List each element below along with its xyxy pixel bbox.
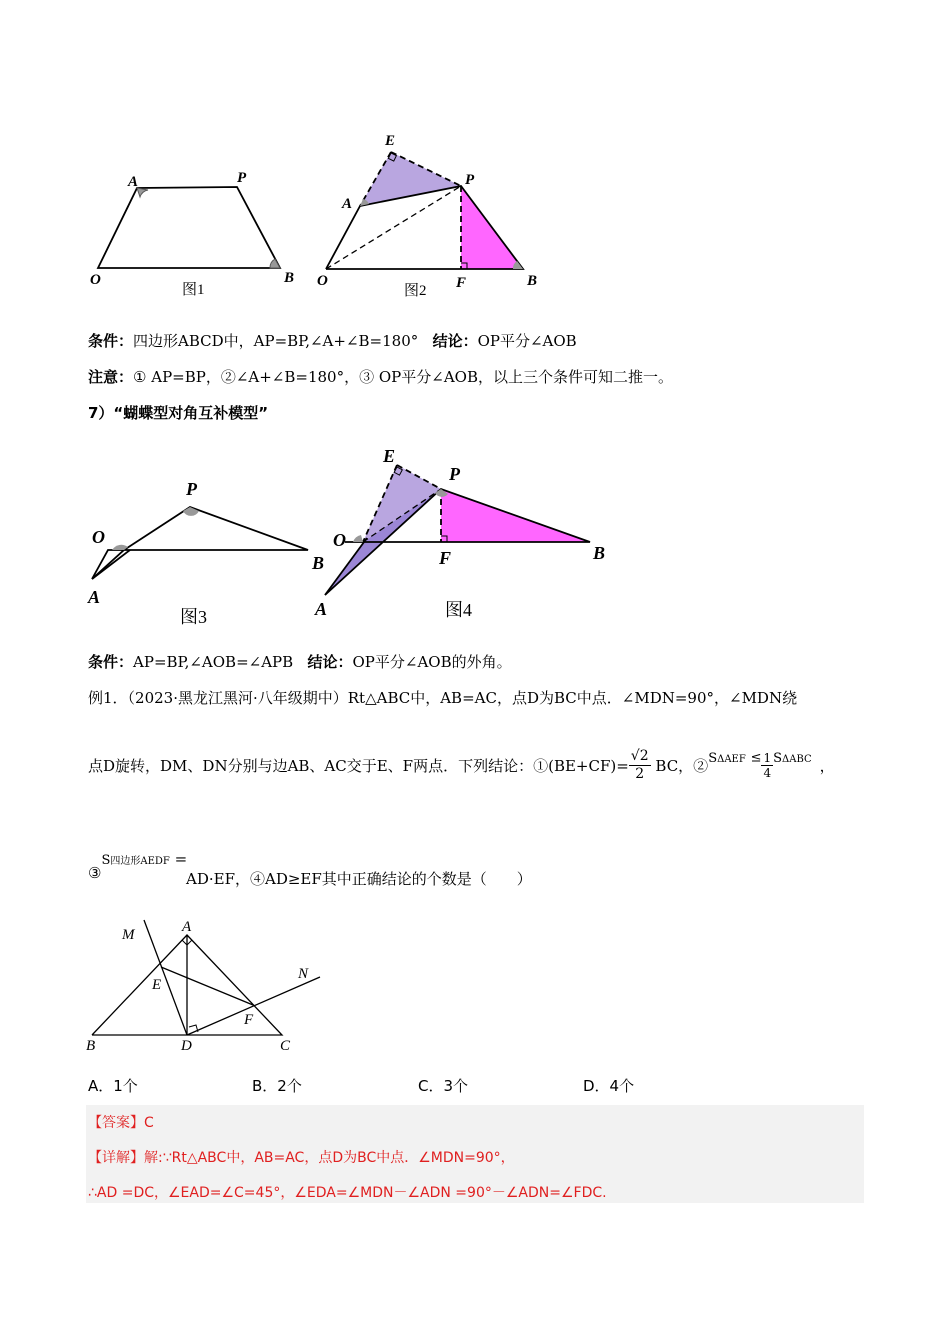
figure-caption: 图1 <box>182 282 205 298</box>
segment-ao <box>325 538 367 595</box>
area-symbol: S <box>101 853 111 868</box>
area-subscript: 四边形AEDF <box>110 856 170 867</box>
label-o: O <box>333 530 346 550</box>
note-line <box>88 366 673 387</box>
area-abc <box>773 751 812 766</box>
figure-caption: 图3 <box>180 607 207 627</box>
example-text-circle3: ③ <box>88 864 102 882</box>
conclusion-label: 结论： <box>307 653 353 671</box>
fraction-denominator: 2 <box>635 766 645 782</box>
condition-label: 条件： <box>88 332 134 350</box>
label-n: N <box>298 966 309 982</box>
label-a: A <box>342 196 353 212</box>
area-aef <box>708 751 746 766</box>
conclusion-text: OP平分∠AOB <box>477 332 577 350</box>
label-c: C <box>280 1038 291 1054</box>
label-o: O <box>90 272 101 288</box>
figure-caption: 图4 <box>445 600 472 620</box>
segment-ef <box>161 967 253 1005</box>
condition-2-line <box>88 651 512 672</box>
label-b: B <box>527 273 538 289</box>
area-symbol: S <box>773 750 783 766</box>
note-label: 注意： <box>88 368 134 386</box>
solution-line-1: 【详解】解:∵Rt△ABC中，AB=AC，点D为BC中点．∠MDN=90°， <box>88 1150 515 1166</box>
label-b: B <box>593 543 606 563</box>
label-p: P <box>465 172 475 188</box>
label-o: O <box>92 527 105 547</box>
label-e: E <box>383 446 396 466</box>
ray-dm <box>144 920 187 1035</box>
example-text-c: ， <box>819 757 835 775</box>
label-b: B <box>312 553 325 573</box>
figure-2 <box>310 125 550 310</box>
fraction-numerator: √2 <box>630 748 649 764</box>
label-f: F <box>456 275 467 291</box>
angle-mark-o <box>353 535 363 542</box>
fraction-denominator: 4 <box>763 766 772 780</box>
option-b[interactable]: B．2个 <box>252 1077 302 1095</box>
example-line-1: 例1．（2023·黑龙江黑河·八年级期中）Rt△ABC中，AB=AC，点D为BC中点．∠MDN=90°，∠MDN绕 <box>88 689 798 707</box>
label-a: A <box>315 599 328 619</box>
segment-ao <box>92 550 130 579</box>
quadrilateral-oapb <box>98 187 280 268</box>
example-line-2 <box>88 748 835 800</box>
note-text: ① AP=BP，②∠A+∠B=180°，③ OP平分∠AOB，以上三个条件可知二推一。 <box>133 368 673 386</box>
label-m: M <box>122 927 135 943</box>
leq-sign: ≤ <box>750 750 762 766</box>
example-text-b: BC，② <box>655 757 709 775</box>
equals-sign: = <box>174 850 188 868</box>
label-p: P <box>186 479 197 499</box>
section-7-title: 7）“蝴蝶型对角互补模型” <box>88 404 269 422</box>
condition-text: 四边形ABCD中，AP=BP,∠A+∠B=180° <box>133 332 419 350</box>
figure-1 <box>80 160 310 310</box>
label-e: E <box>385 133 396 149</box>
answer-line: 【答案】C <box>88 1115 154 1131</box>
area-subscript: ΔAEF <box>717 753 746 765</box>
segment-ae-extra <box>161 960 245 967</box>
option-d[interactable]: D．4个 <box>583 1077 635 1095</box>
solution-line-2: ∴AD =DC，∠EAD=∠C=45°，∠EDA=∠MDN－∠ADN =90°－∠ADN=∠FDC. <box>88 1185 607 1201</box>
option-c[interactable]: C．3个 <box>418 1077 469 1095</box>
butterfly-edges <box>92 507 308 579</box>
label-a: A <box>128 174 139 190</box>
label-o: O <box>317 273 328 289</box>
example-text-d: AD·EF，④AD≥EF其中正确结论的个数是（ ） <box>186 870 532 888</box>
angle-mark-a <box>137 188 148 197</box>
condition-1-line <box>88 330 577 351</box>
conclusion-label: 结论： <box>432 332 478 350</box>
figure-4 <box>305 440 625 630</box>
label-d: D <box>181 1038 192 1054</box>
figure-5 <box>80 915 340 1055</box>
fraction-numerator: 1 <box>763 751 772 765</box>
example-text-a: 点D旋转，DM、DN分别与边AB、AC交于E、F两点．下列结论：①(BE+CF)= <box>88 757 629 775</box>
figure-caption: 图2 <box>404 283 427 299</box>
area-quad <box>101 853 169 868</box>
label-e: E <box>152 977 162 993</box>
condition-text: AP=BP,∠AOB=∠APB <box>133 653 294 671</box>
label-p: P <box>449 464 460 484</box>
label-f: F <box>244 1012 254 1028</box>
label-f: F <box>439 548 452 568</box>
condition-label: 条件： <box>88 653 134 671</box>
label-a: A <box>88 587 101 607</box>
label-b: B <box>86 1038 96 1054</box>
angle-mark-p <box>183 507 199 516</box>
conclusion-text: OP平分∠AOB的外角。 <box>352 653 512 671</box>
label-b: B <box>284 270 295 286</box>
figure-3 <box>80 475 325 635</box>
fraction-sqrt2-over-2 <box>629 748 651 783</box>
label-a: A <box>182 919 192 935</box>
example-line-3 <box>88 850 532 889</box>
option-a[interactable]: A．1个 <box>88 1077 138 1095</box>
area-symbol: S <box>708 750 718 766</box>
area-subscript: ΔABC <box>782 753 812 765</box>
fraction-1-over-4 <box>761 751 773 780</box>
triangle-eop <box>363 465 441 542</box>
label-p: P <box>237 170 247 186</box>
